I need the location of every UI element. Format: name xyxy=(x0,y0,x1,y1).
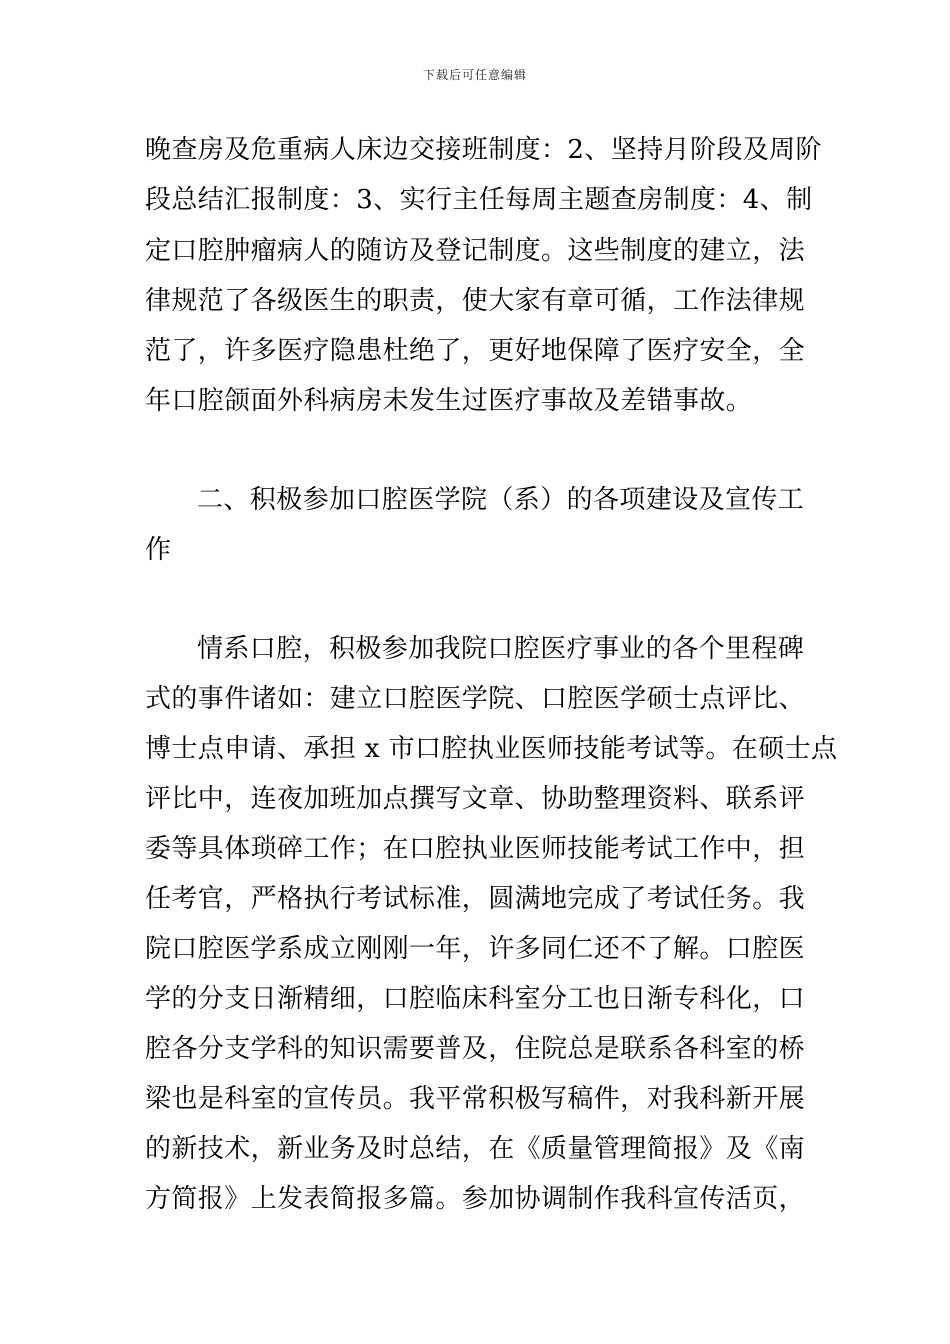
body-line: 院口腔医学系成立刚刚一年，许多同仁还不了解。口腔医 xyxy=(145,934,806,964)
body-line: 的新技术，新业务及时总结，在《质量管理简报》及《南 xyxy=(145,1134,806,1164)
section-heading-continued: 作 xyxy=(145,535,172,565)
body-line: 情系口腔，积极参加我院口腔医疗事业的各个里程碑 xyxy=(197,634,805,664)
body-line: 年口腔颌面外科病房未发生过医疗事故及差错事故。 xyxy=(145,386,753,416)
body-line: 律规范了各级医生的职责，使大家有章可循，工作法律规 xyxy=(145,286,806,316)
body-line: 式的事件诸如：建立口腔医学院、口腔医学硕士点评比、 xyxy=(145,684,806,714)
body-line: 委等具体琐碎工作；在口腔执业医师技能考试工作中，担 xyxy=(145,834,806,864)
body-line: 方简报》上发表简报多篇。参加协调制作我科宣传活页， xyxy=(145,1184,806,1214)
body-line: 梁也是科室的宣传员。我平常积极写稿件，对我科新开展 xyxy=(145,1084,806,1114)
body-line: 晚查房及危重病人床边交接班制度：2、坚持月阶段及周阶 xyxy=(145,135,822,165)
body-line: 腔各分支学科的知识需要普及，住院总是联系各科室的桥 xyxy=(145,1034,806,1064)
body-line: 学的分支日渐精细，口腔临床科室分工也日渐专科化，口 xyxy=(145,984,806,1014)
body-line: 范了，许多医疗隐患杜绝了，更好地保障了医疗安全，全 xyxy=(145,336,806,366)
body-line: 任考官，严格执行考试标准，圆满地完成了考试任务。我 xyxy=(145,884,806,914)
section-heading: 二、积极参加口腔医学院（系）的各项建设及宣传工 xyxy=(197,485,805,515)
body-line: 评比中，连夜加班加点撰写文章、协助整理资料、联系评 xyxy=(145,784,806,814)
body-line: 博士点申请、承担 x 市口腔执业医师技能考试等。在硕士点 xyxy=(145,734,838,764)
body-line: 定口腔肿瘤病人的随访及登记制度。这些制度的建立，法 xyxy=(145,236,806,266)
page-header-note: 下载后可任意编辑 xyxy=(422,68,527,82)
body-line: 段总结汇报制度：3、实行主任每周主题查房制度：4、制 xyxy=(145,185,813,215)
